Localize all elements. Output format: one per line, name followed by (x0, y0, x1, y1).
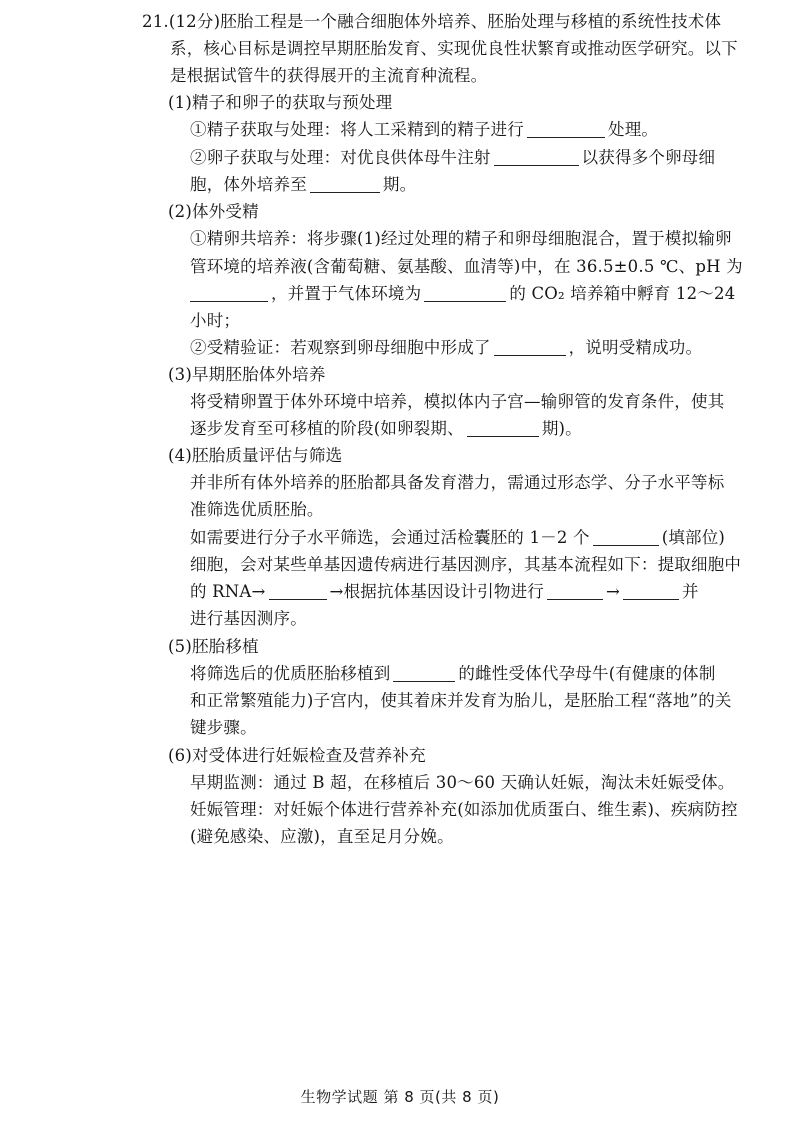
section-1-line-3-text: 胞，体外培养至 (190, 175, 307, 194)
section-2-line-2: 管环境的培养液(含葡萄糖、氨基酸、血清等)中，在 36.5±0.5 ℃、pH 为 (190, 257, 743, 276)
section-1-heading: (1)精子和卵子的获取与预处理 (168, 93, 393, 112)
section-2-line-3 (190, 283, 735, 305)
section-1-line-1 (190, 119, 658, 141)
section-4-line-5-text: 的 RNA→ (190, 582, 266, 601)
answer-blank-sperm-treatment[interactable] (527, 121, 605, 138)
section-5-line-1-text: 将筛选后的优质胚胎移植到 (190, 664, 391, 683)
section-4-line-5-tail: 并 (682, 582, 699, 601)
section-4-line-3-tail: (填部位) (661, 528, 726, 547)
answer-blank-pcr[interactable] (547, 583, 603, 600)
section-6-line-3: (避免感染、应激)，直至足月分娩。 (190, 827, 454, 846)
section-1-line-2-tail: 以获得多个卵母细 (581, 148, 716, 167)
section-5-line-1 (190, 663, 716, 685)
page-footer: 生物学试题 第 8 页(共 8 页) (300, 1088, 500, 1106)
section-1-line-2-text: ②卵子获取与处理：对优良供体母牛注射 (190, 148, 491, 167)
section-6-line-1: 早期监测：通过 B 超，在移植后 30～60 天确认妊娠，淘汰未妊娠受体。 (190, 773, 735, 792)
section-1-line-3-tail: 期。 (382, 175, 417, 194)
section-4-line-4: 细胞，会对某些单基因遗传病进行基因测序，其基本流程如下：提取细胞中 (190, 555, 742, 574)
section-4-heading: (4)胚胎质量评估与筛选 (168, 446, 343, 465)
answer-blank-recipient-condition[interactable] (393, 665, 455, 682)
section-5-line-2: 和正常繁殖能力)子宫内，使其着床并发育为胎儿，是胚胎工程“落地”的关 (190, 691, 732, 710)
section-2-line-1: ①精卵共培养：将步骤(1)经过处理的精子和卵母细胞混合，置于模拟输卵 (190, 229, 732, 248)
section-5-line-3: 键步骤。 (190, 718, 257, 737)
section-3-line-2-tail: 期)。 (541, 419, 582, 438)
answer-blank-detection[interactable] (623, 583, 679, 600)
section-3-line-2-text: 逐步发育至可移植的阶段(如卵裂期、 (190, 419, 464, 438)
answer-blank-reverse-transcription[interactable] (269, 583, 327, 600)
section-4-line-5-mid: →根据抗体基因设计引物进行 (329, 582, 544, 601)
section-4-line-5-arrow: → (605, 582, 621, 601)
answer-blank-biopsy-site[interactable] (593, 529, 659, 546)
question-intro-line-1: 21.(12分)胚胎工程是一个融合细胞体外培养、胚胎处理与移植的系统性技术体 (142, 12, 722, 31)
section-1-line-1-tail: 处理。 (608, 120, 659, 139)
section-2-line-5-text: ②受精验证：若观察到卵母细胞中形成了 (190, 338, 491, 357)
answer-blank-ph[interactable] (190, 285, 268, 302)
section-5-line-1-tail: 的雌性受体代孕母牛(有健康的体制 (458, 664, 716, 683)
question-intro-line-3: 是根据试管牛的获得展开的主流育种流程。 (170, 66, 488, 85)
section-4-line-5 (190, 581, 699, 603)
section-2-heading: (2)体外受精 (168, 202, 259, 221)
section-5-heading: (5)胚胎移植 (168, 637, 259, 656)
answer-blank-hormone[interactable] (494, 149, 579, 166)
section-4-line-2: 准筛选优质胚胎。 (190, 500, 324, 519)
section-1-line-1-text: ①精子获取与处理：将人工采精到的精子进行 (190, 120, 524, 139)
section-1-line-2 (190, 147, 715, 169)
section-3-line-1: 将受精卵置于体外环境中培养，模拟体内子宫—输卵管的发育条件，使其 (190, 392, 725, 411)
answer-blank-embryo-stage[interactable] (467, 420, 539, 437)
section-4-line-3-text: 如需要进行分子水平筛选，会通过活检囊胚的 1－2 个 (190, 528, 590, 547)
section-4-line-6: 进行基因测序。 (190, 609, 307, 628)
answer-blank-gas-environment[interactable] (424, 285, 506, 302)
section-2-line-5 (190, 337, 702, 359)
section-3-line-2 (190, 418, 582, 440)
question-intro-line-2: 系，核心目标是调控早期胚胎发育、实现优良性状繁育或推动医学研究。以下 (170, 39, 738, 58)
section-3-heading: (3)早期胚胎体外培养 (168, 365, 326, 384)
section-4-line-1: 并非所有体外培养的胚胎都具备发育潜力，需通过形态学、分子水平等标 (190, 473, 725, 492)
section-2-line-5-tail: ，说明受精成功。 (568, 338, 703, 357)
section-2-line-3-tail: 的 CO₂ 培养箱中孵育 12～24 (509, 284, 736, 303)
section-6-heading: (6)对受体进行妊娠检查及营养补充 (168, 746, 426, 765)
answer-blank-fertilization-sign[interactable] (494, 339, 566, 356)
section-2-line-3-text: ，并置于气体环境为 (271, 284, 422, 303)
section-1-line-3 (190, 174, 416, 196)
answer-blank-oocyte-stage[interactable] (310, 176, 380, 193)
section-4-line-3 (190, 527, 725, 549)
section-6-line-2: 妊娠管理：对妊娠个体进行营养补充(如添加优质蛋白、维生素)、疾病防控 (190, 800, 738, 819)
section-2-line-4: 小时； (190, 311, 241, 330)
